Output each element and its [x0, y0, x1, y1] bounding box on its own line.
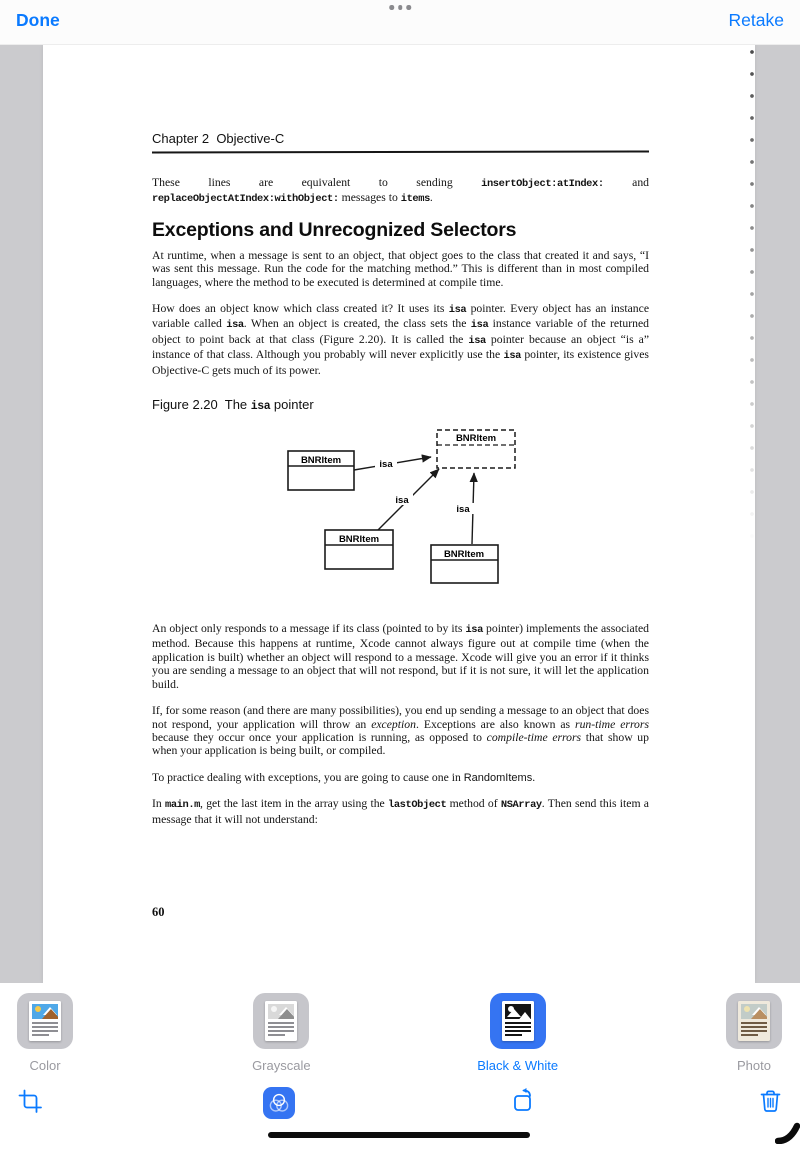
more-handle-icon[interactable] — [389, 5, 411, 10]
svg-text:isa: isa — [456, 504, 470, 516]
body-paragraph: In main.m, get the last item in the array using the lastObject method of NSArray. Then send this item a message that it will not understand: — [152, 797, 649, 826]
rotate-button[interactable] — [511, 1087, 538, 1113]
top-navigation-bar — [0, 0, 800, 45]
retake-button[interactable]: Retake — [728, 10, 784, 30]
filter-black-and-white[interactable] — [477, 993, 559, 1073]
body-paragraph: At runtime, when a message is sent to an object, that object goes to the class that created it and says, “I was sent this message. Run the code for the matching method.” This is different than in most compiled languages, where the method to be executed is determined at compile time. — [152, 248, 649, 289]
filter-label: Color — [29, 1058, 61, 1073]
crop-icon — [18, 1089, 42, 1113]
chapter-header: Chapter 2 Objective-C — [152, 131, 285, 146]
svg-text:isa: isa — [395, 495, 409, 507]
instance-box — [325, 530, 393, 569]
filters-circles-icon — [267, 1091, 291, 1115]
body-paragraph: To practice dealing with exceptions, you are going to cause one in RandomItems. — [152, 770, 536, 784]
filter-grayscale[interactable] — [253, 993, 309, 1073]
svg-text:BNRItem: BNRItem — [338, 534, 380, 546]
filter-photo[interactable] — [726, 993, 782, 1073]
body-paragraph: An object only responds to a message if its class (pointed to by its isa pointer) implements the associated method. Because this happens at runtime, Xcode cannot always figure out at compile time (when the application is built) whether an object will respond to a message. Xcode will give you an error if it thinks you are sending a message to an object that will not respond, but if it is not sure, it will let the application build. — [152, 622, 649, 691]
page-number: 60 — [152, 905, 165, 919]
svg-text:BNRItem: BNRItem — [300, 455, 342, 467]
scanned-document-page — [43, 45, 755, 983]
filter-options-row — [17, 993, 782, 1073]
body-paragraph: If, for some reason (and there are many possibilities), you end up sending a message to an object that does not respond, your application will throw an exception. Exceptions are also known as run-time errors because they occur once your application is running, as opposed to compile-time errors that show up when your application is being built, or compiled. — [152, 704, 649, 758]
trash-icon — [759, 1089, 782, 1113]
done-button[interactable]: Done — [16, 10, 60, 30]
photo-filter-icon — [726, 993, 782, 1049]
page-edge-perforation — [749, 47, 755, 547]
filter-label: Grayscale — [252, 1058, 311, 1073]
grayscale-filter-icon — [253, 993, 309, 1049]
scan-preview-canvas — [0, 44, 800, 983]
delete-button[interactable] — [759, 1089, 782, 1113]
corner-crescent-shape — [775, 1122, 800, 1149]
black-and-white-filter-icon — [490, 993, 546, 1049]
section-title: Exceptions and Unrecognized Selectors — [152, 218, 517, 241]
instance-box — [431, 545, 498, 583]
home-indicator[interactable] — [268, 1132, 530, 1138]
figure-caption: Figure 2.20 The isa pointer — [152, 397, 314, 414]
filter-label: Photo — [736, 1058, 771, 1073]
bottom-panel — [0, 983, 800, 1143]
body-paragraph: How does an object know which class created it? It uses its isa pointer. Every object has an instance variable called isa. When an object is created, the class sets the isa instance variable of the returned object to point back at that class (Figure 2.20). It is called the isa pointer because an object “is a” instance of that class. Although you probably will never explicitly use the isa pointer, its existence gives Objective-C gets much of its power. — [152, 302, 650, 377]
crop-button[interactable] — [18, 1089, 42, 1113]
instance-box — [288, 451, 354, 490]
svg-text:isa: isa — [379, 459, 393, 471]
rotate-counterclockwise-icon — [511, 1087, 538, 1113]
class-box — [437, 430, 515, 468]
isa-pointer-diagram — [152, 423, 649, 599]
adjust-filters-button[interactable] — [263, 1087, 295, 1119]
svg-text:BNRItem: BNRItem — [443, 549, 485, 561]
filter-color[interactable] — [17, 993, 73, 1073]
svg-text:BNRItem: BNRItem — [455, 433, 497, 445]
filter-label: Black & White — [477, 1058, 559, 1073]
chapter-rule — [152, 150, 649, 153]
color-filter-icon — [17, 993, 73, 1049]
body-paragraph: These lines are equivalent to sending insertObject:atIndex: and replaceObjectAtIndex:withObject: messages to items. — [152, 176, 650, 206]
